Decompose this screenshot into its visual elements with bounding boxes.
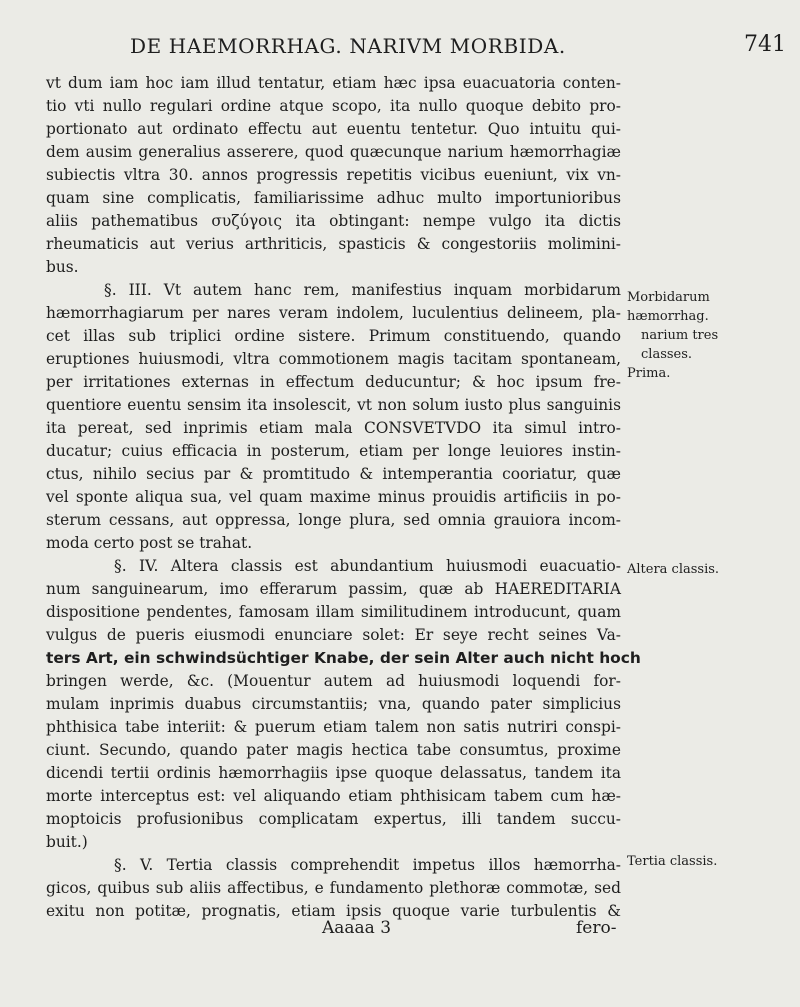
text-line: buit.) — [46, 833, 88, 851]
margin-note-line: classes. — [641, 347, 693, 362]
text-line: sterum cessans, aut oppressa, longe plura, sed omnia grauiora incom- — [46, 511, 621, 529]
text-line: per irritationes externas in effectum deducuntur; & hoc ipsum fre- — [46, 373, 621, 391]
margin-note-altera — [627, 560, 797, 579]
text-line: dispositione pendentes, famosam illam similitudinem introducunt, quam — [46, 603, 621, 621]
text-line: dem ausim generalius asserere, quod quæcunque narium hæmorrhagiæ — [46, 143, 621, 161]
text-line: ctus, nihilo secius par & promtitudo & intemperantia cooriatur, quæ — [46, 465, 621, 483]
text-line: vel sponte aliqua sua, vel quam maxime minus prouidis artificiis in po- — [46, 488, 621, 506]
text-line: portionato aut ordinato effectu aut euentu tentetur. Quo intuitu qui- — [46, 120, 621, 138]
text-line: num sanguinearum, imo efferarum passim, quæ ab HAEREDITARIA — [46, 580, 621, 598]
margin-note-line: Prima. — [627, 366, 671, 381]
text-line: morte interceptus est: vel aliquando etiam phthisicam tabem cum hæ- — [46, 787, 621, 805]
margin-note-line: Tertia classis. — [627, 854, 718, 869]
text-line: quentiore euentu sensim ita insolescit, vt non solum iusto plus sanguinis — [46, 396, 621, 414]
margin-note-line: hæmorrhag. — [627, 309, 709, 324]
text-line: cet illas sub triplici ordine sistere. Primum constituendo, quando — [46, 327, 621, 345]
margin-note-line: Morbidarum — [627, 290, 710, 305]
text-line: rheumaticis aut verius arthriticis, spasticis & congestoriis molimini- — [46, 235, 621, 253]
text-line: phthisica tabe interiit: & puerum etiam talem non satis nutriri conspi- — [46, 718, 621, 736]
text-line: vt dum iam hoc iam illud tentatur, etiam hæc ipsa euacuatoria conten- — [46, 74, 621, 92]
text-line: mulam inprimis duabus circumstantiis; vna, quando pater simplicius — [46, 695, 621, 713]
text-line: dicendi tertii ordinis hæmorrhagiis ipse quoque delassatus, tandem ita — [46, 764, 621, 782]
section-heading-line: §. V. Tertia classis comprehendit impetus illos hæmorrha- — [114, 856, 621, 874]
text-line: moptoicis profusionibus complicatam expertus, illi tandem succu- — [46, 810, 621, 828]
signature-mark: Aaaaa 3 — [322, 918, 392, 938]
text-line: ita pereat, sed inprimis etiam mala CONSVETVDO ita simul intro- — [46, 419, 621, 437]
main-text-block — [46, 72, 641, 923]
margin-note-line: Altera classis. — [627, 562, 720, 577]
page-number: 741 — [744, 32, 786, 57]
running-title: DE HAEMORRHAG. NARIVM MORBIDA. — [130, 34, 566, 58]
text-line: quam sine complicatis, familiarissime adhuc multo importunioribus — [46, 189, 621, 207]
text-line: ducatur; cuius efficacia in posterum, etiam per longe leuiores instin- — [46, 442, 621, 460]
section-heading-line: §. III. Vt autem hanc rem, manifestius inquam morbidarum — [104, 281, 621, 299]
fraktur-text-line: ters Art, ein schwindsüchtiger Knabe, der sein Alter auch nicht hoch — [46, 649, 641, 667]
text-line: aliis pathematibus συζύγοις ita obtingant: nempe vulgo ita dictis — [46, 212, 621, 230]
text-line: exitu non potitæ, prognatis, etiam ipsis quoque varie turbulentis & — [46, 902, 621, 920]
catchword: fero- — [576, 918, 617, 938]
text-line: bus. — [46, 258, 79, 276]
section-heading-line: §. IV. Altera classis est abundantium huiusmodi euacuatio- — [114, 557, 621, 575]
margin-note-tertia — [627, 852, 797, 871]
text-line: moda certo post se trahat. — [46, 534, 253, 552]
text-line: tio vti nullo regulari ordine atque scopo, ita nullo quoque debito pro- — [46, 97, 621, 115]
text-line: eruptiones huiusmodi, vltra commotionem magis tacitam spontaneam, — [46, 350, 621, 368]
text-line: subiectis vltra 30. annos progressis repetitis vicibus eueniunt, vix vn- — [46, 166, 621, 184]
text-line: ciunt. Secundo, quando pater magis hectica tabe consumtus, proxime — [46, 741, 621, 759]
text-line: gicos, quibus sub aliis affectibus, e fundamento plethoræ commotæ, sed — [46, 879, 621, 897]
text-line: hæmorrhagiarum per nares veram indolem, luculentius delineem, pla- — [46, 304, 621, 322]
margin-note-classes — [627, 288, 797, 383]
margin-note-line: narium tres — [641, 328, 719, 343]
text-line: bringen werde, &c. (Mouentur autem ad huiusmodi loquendi for- — [46, 672, 621, 690]
text-line: vulgus de pueris eiusmodi enunciare solet: Er seye recht seines Va- — [46, 626, 621, 644]
